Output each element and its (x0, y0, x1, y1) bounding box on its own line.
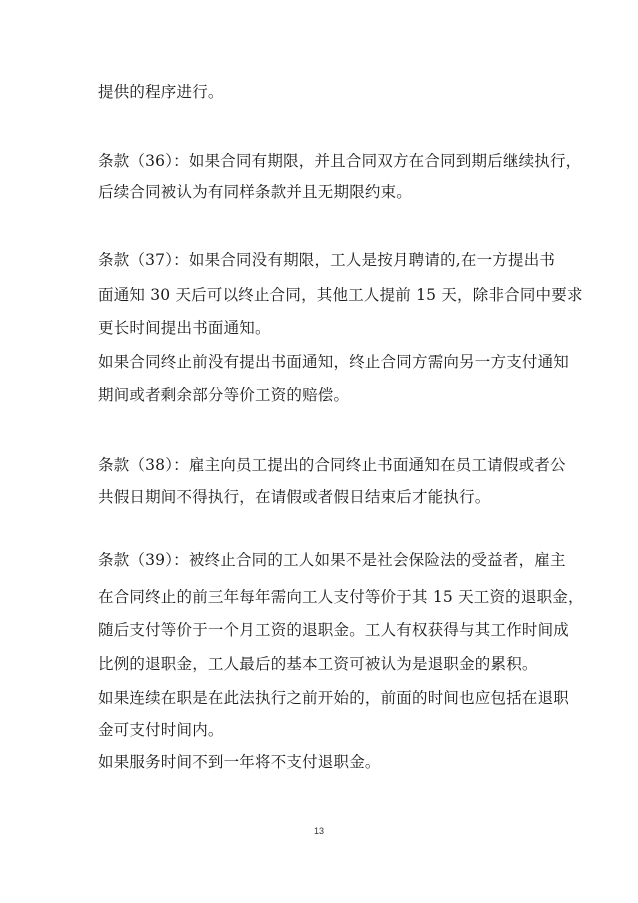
clause-37-line: 条款（37）：如果合同没有期限，工人是按月聘请的,在一方提出书 (98, 251, 556, 269)
clause-36-line: 条款（36）：如果合同有期限，并且合同双方在合同到期后继续执行， (98, 152, 582, 170)
clause-39-line: 条款（39）：被终止合同的工人如果不是社会保险法的受益者，雇主 (98, 551, 566, 569)
text-line: 如果连续在职是在此法执行之前开始的，前面的时间也应包括在退职 (98, 689, 570, 707)
text-line: 更长时间提出书面通知。 (98, 319, 271, 337)
text-line: 在合同终止的前三年每年需向工人支付等价于其 15 天工资的退职金， (98, 588, 584, 606)
text-line: 后续合同被认为有同样条款并且无期限约束。 (98, 183, 413, 201)
text-line: 金可支付时间内。 (98, 721, 224, 739)
text-line: 如果合同终止前没有提出书面通知，终止合同方需向另一方支付通知 (98, 353, 570, 371)
text-line: 期间或者剩余部分等价工资的赔偿。 (98, 386, 350, 404)
text-line: 共假日期间不得执行，在请假或者假日结束后才能执行。 (98, 488, 491, 506)
page-number: 13 (313, 826, 324, 836)
text-line: 如果服务时间不到一年将不支付退职金。 (98, 753, 381, 771)
text-line: 面通知 30 天后可以终止合同，其他工人提前 15 天，除非合同中要求 (98, 286, 583, 304)
text-line: 比例的退职金，工人最后的基本工资可被认为是退职金的累积。 (98, 655, 538, 673)
text-line: 提供的程序进行。 (98, 83, 224, 101)
clause-38-line: 条款（38）：雇主向员工提出的合同终止书面通知在员工请假或者公 (98, 456, 566, 474)
text-line: 随后支付等价于一个月工资的退职金。工人有权获得与其工作时间成 (98, 621, 570, 639)
